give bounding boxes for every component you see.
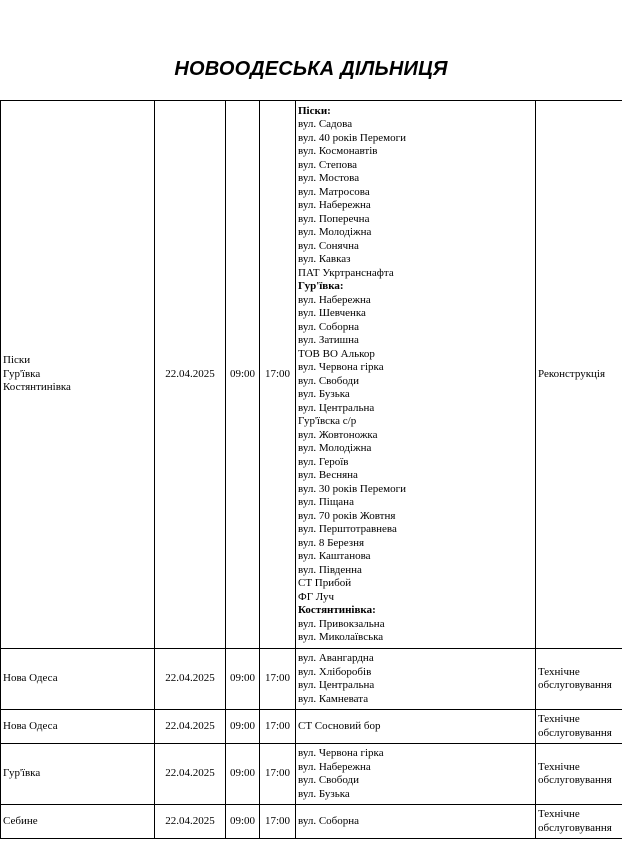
settlements-cell: [1, 805, 155, 839]
table-row: [1, 710, 622, 744]
date-cell: 22.04.2025: [155, 805, 226, 839]
outage-schedule-table: [0, 100, 622, 839]
street-item: вул. Авангардна: [298, 652, 374, 664]
work-type-cell: [536, 805, 622, 839]
street-item: вул. Матросова: [298, 185, 370, 198]
street-item: вул. Космонавтів: [298, 145, 378, 157]
street-item: вул. Свободи: [298, 374, 360, 387]
street-item: вул. Садова: [298, 118, 353, 130]
street-item: вул. 70 років Жовтня: [298, 509, 396, 522]
settlement-name: Піски: [3, 354, 31, 367]
street-item: вул. Набережна: [298, 199, 371, 211]
work-type-text: Технічне: [538, 665, 580, 678]
end-time-cell: 17:00: [260, 101, 296, 649]
street-item: Гур'ївска с/р: [298, 415, 357, 427]
street-item: вул. Весняна: [298, 469, 358, 481]
streets-cell: [296, 805, 536, 839]
street-item: вул. Поперечна: [298, 212, 370, 225]
settlements-cell: [1, 710, 155, 744]
work-type-text: Технічне: [538, 760, 580, 773]
date-cell: 22.04.2025: [155, 710, 226, 744]
settlement-name: Нова Одеса: [3, 672, 58, 685]
start-time-cell: 09:00: [226, 710, 260, 744]
settlements-cell: [1, 744, 155, 805]
street-item: вул. Привокзальна: [298, 617, 385, 630]
street-item: вул. Центральна: [298, 401, 375, 414]
work-type-text: обслуговування: [538, 726, 612, 739]
street-item: вул. Хліборобів: [298, 665, 372, 678]
street-item: вул. 8 Березня: [298, 536, 365, 549]
work-type-text: обслуговування: [538, 679, 612, 691]
street-item: вул. Героїв: [298, 455, 349, 468]
street-item: вул. Червона гірка: [298, 361, 384, 373]
settlements-cell: [1, 101, 155, 649]
street-item: вул. Соборна: [298, 320, 360, 333]
street-item: вул. 40 років Перемоги: [298, 131, 406, 144]
start-time-cell: 09:00: [226, 805, 260, 839]
work-type-cell: [536, 710, 622, 744]
street-item: вул. Жовтоножка: [298, 428, 378, 441]
street-item: вул. Набережна: [298, 293, 371, 306]
street-item: вул. Кавказ: [298, 253, 351, 265]
street-item: вул. Шевченка: [298, 307, 366, 319]
street-item: вул. Набережна: [298, 760, 371, 773]
street-item: вул. Свободи: [298, 774, 360, 786]
work-type-text: обслуговування: [538, 774, 612, 786]
settlement-name: Нова Одеса: [3, 719, 58, 732]
street-item: вул. Молодіжна: [298, 226, 372, 238]
work-type-cell: [536, 101, 622, 649]
street-item: ФГ Луч: [298, 590, 335, 603]
table-row: [1, 805, 622, 839]
settlement-name: Гур'ївка: [3, 767, 41, 780]
street-item: вул. Каштанова: [298, 550, 371, 562]
street-item: вул. Степова: [298, 158, 358, 171]
street-item: вул. Миколаївська: [298, 631, 384, 643]
street-item: вул. Молодіжна: [298, 442, 372, 454]
street-item: вул. Бузька: [298, 787, 350, 800]
start-time-cell: 09:00: [226, 101, 260, 649]
streets-cell: [296, 710, 536, 744]
street-item: ТОВ ВО Алькор: [298, 347, 375, 360]
date-cell: 22.04.2025: [155, 744, 226, 805]
date-cell: 22.04.2025: [155, 649, 226, 710]
work-type-text: Технічне: [538, 713, 580, 725]
table-row: [1, 744, 622, 805]
settlement-name: Гур'ївка: [3, 367, 41, 380]
streets-cell: [296, 101, 536, 649]
work-type-cell: [536, 649, 622, 710]
street-item: вул. Перштотравнева: [298, 523, 397, 535]
streets-cell: [296, 649, 536, 710]
street-item: вул. Південна: [298, 563, 362, 576]
locality-heading: Гур'ївка:: [298, 280, 344, 292]
settlement-name: Костянтинівка: [3, 381, 71, 394]
street-item: вул. Червона гірка: [298, 747, 384, 759]
street-item: вул. Сонячна: [298, 239, 359, 252]
street-item: СТ Сосновий бор: [298, 719, 381, 732]
street-item: вул. Піщана: [298, 496, 354, 508]
locality-heading: Костянтинівка:: [298, 604, 376, 616]
street-item: СТ Прибой: [298, 577, 352, 589]
street-item: вул. Бузька: [298, 388, 350, 400]
table-row: [1, 101, 622, 649]
street-item: вул. Затишна: [298, 334, 359, 346]
locality-heading: Піски:: [298, 104, 331, 117]
street-item: вул. Центральна: [298, 679, 375, 691]
end-time-cell: 17:00: [260, 649, 296, 710]
street-item: ПАТ Укртранснафта: [298, 266, 394, 279]
end-time-cell: 17:00: [260, 805, 296, 839]
end-time-cell: 17:00: [260, 710, 296, 744]
work-type-text: обслуговування: [538, 821, 612, 834]
table-row: [1, 649, 622, 710]
street-item: вул. Соборна: [298, 814, 360, 827]
start-time-cell: 09:00: [226, 649, 260, 710]
street-item: вул. Камневата: [298, 692, 369, 705]
work-type-text: Реконструкція: [538, 367, 606, 380]
start-time-cell: 09:00: [226, 744, 260, 805]
end-time-cell: 17:00: [260, 744, 296, 805]
work-type-text: Технічне: [538, 808, 580, 820]
settlement-name: Себине: [3, 814, 38, 827]
page-title: НОВООДЕСЬКА ДІЛЬНИЦЯ: [174, 58, 448, 80]
settlements-cell: [1, 649, 155, 710]
date-cell: 22.04.2025: [155, 101, 226, 649]
work-type-cell: [536, 744, 622, 805]
street-item: вул. Мостова: [298, 172, 360, 184]
streets-cell: [296, 744, 536, 805]
street-item: вул. 30 років Перемоги: [298, 482, 406, 495]
